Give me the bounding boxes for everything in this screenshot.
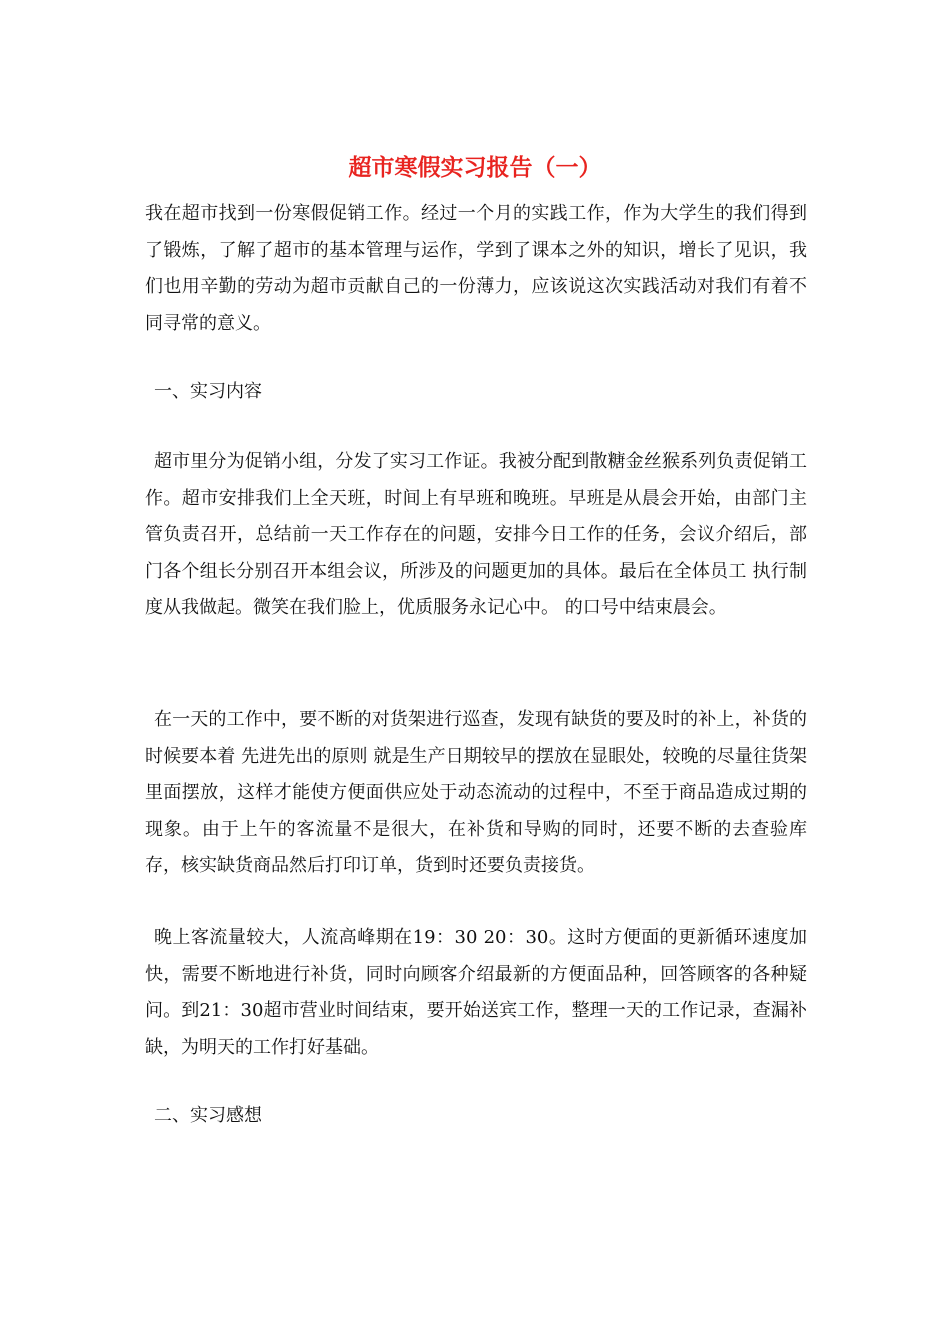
section-heading-reflections: 二、实习感想 xyxy=(154,1105,262,1126)
document-title: 超市寒假实习报告（一） xyxy=(348,154,602,181)
paragraph-work-arrangement: 超市里分为促销小组，分发了实习工作证。我被分配到散糖金丝猴系列负责促销工作。超市安排我们上全天班，时间上有早班和晚班。早班是从晨会开始，由部门主管负责召开，总结前一天工作存在的问题，安排今日工作的任务，会议介绍后，部门各个组长分别召开本组会议，所涉及的问题更加的具体。最后在全体员工 执行制度从我做起。微笑在我们脸上，优质服务永记心中。 的口号中结束晨会。 xyxy=(145,451,807,618)
paragraph-daily-work: 在一天的工作中，要不断的对货架进行巡查，发现有缺货的要及时的补上，补货的时候要本着 先进先出的原则 就是生产日期较早的摆放在显眼处，较晚的尽量往货架里面摆放，这样才能使方便面供应处于动态流动的过程中，不至于商品造成过期的现象。由于上午的客流量不是很大，在补货和导购的同时，还要不断的去查验库存，核实缺货商品然后打印订单，货到时还要负责接货。 xyxy=(145,709,807,876)
paragraph-intro: 我在超市找到一份寒假促销工作。经过一个月的实践工作，作为大学生的我们得到了锻炼，了解了超市的基本管理与运作，学到了课本之外的知识，增长了见识，我们也用辛勤的劳动为超市贡献自己的一份薄力，应该说这次实践活动对我们有着不同寻常的意义。 xyxy=(145,203,807,334)
section-heading-internship-content: 一、实习内容 xyxy=(154,381,262,402)
paragraph-evening-work: 晚上客流量较大，人流高峰期在19：30 20：30。这时方便面的更新循环速度加快，需要不断地进行补货，同时向顾客介绍最新的方便面品种，回答顾客的各种疑问。到21：30超市营业时间结束，要开始送宾工作，整理一天的工作记录，查漏补缺，为明天的工作打好基础。 xyxy=(145,927,807,1058)
